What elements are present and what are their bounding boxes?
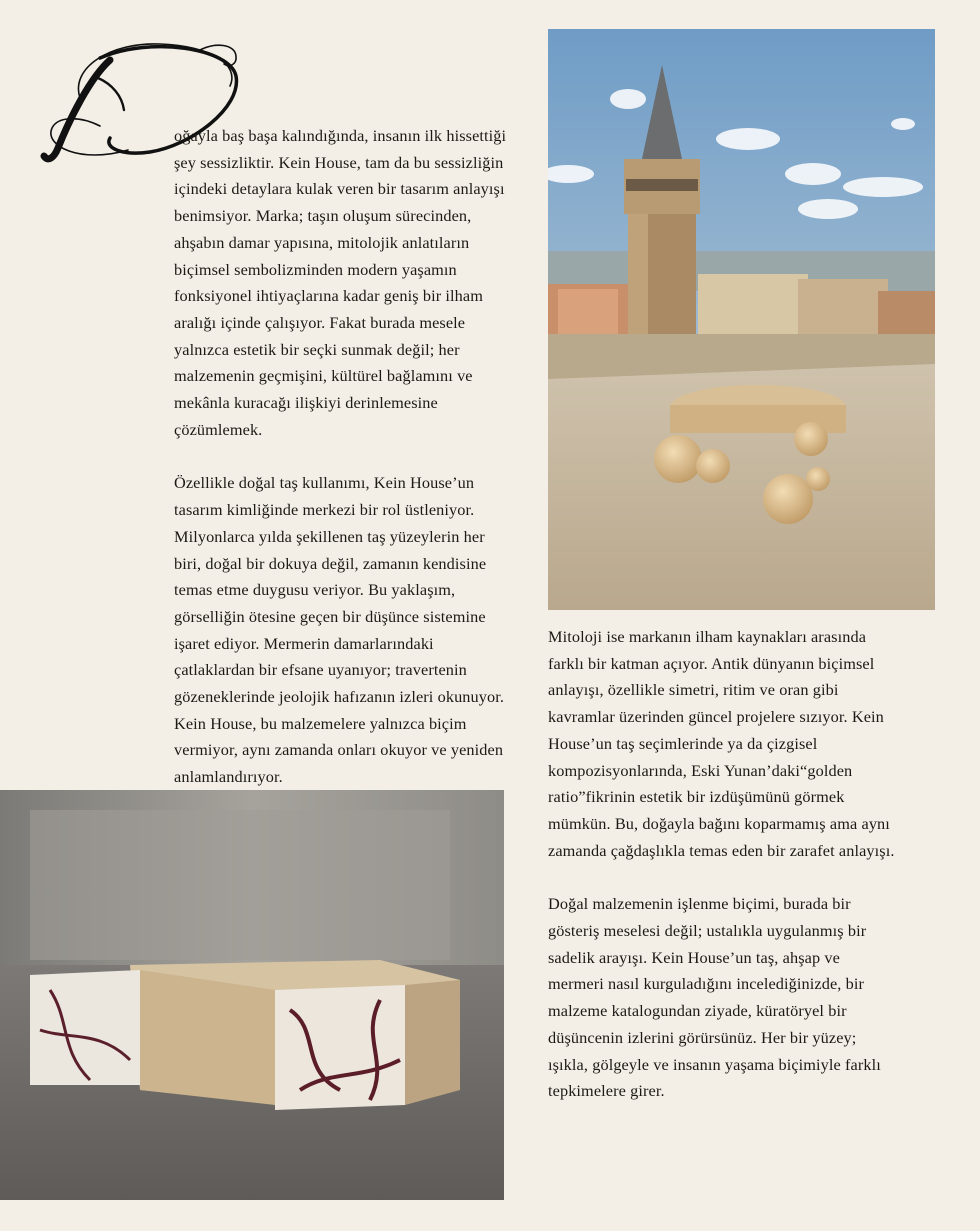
paragraph-material-craft: Doğal malzemenin işlenme biçimi, burada bir gösteriş meselesi değil; ustalıkla uygulanmış bir sadelik arayışı. Kein House’un taş, ahşap ve mermeri nasıl kurguladığını incelediğinizde, bir malzeme katalogundan ziyade, küratöryel bir düşüncenin izlerini görürsünüz. Her bir yüzey; ışıkla, gölgeyle ve insanın yaşama biçimiyle farklı tepkimelere girer.: [548, 894, 881, 1101]
paragraph-intro: oğayla baş başa kalındığında, insanın ilk hissettiği şey sessizliktir. Kein House, tam da bu sessizliğin içindeki detaylara kulak veren bir tasarım anlayışı benimsiyor. Marka; taşın oluşum sürecinden, ahşabın damar yapısına, mitolojik anlatıların biçimsel sembolizminden modern yaşamın fonksiyonel ihtiyaçlarına kadar geniş bir ilham aralığı içinde çalışıyor. Fakat burada mesele yalnızca estetik bir seçki sunmak değil; her malzemenin geçmişini, kültürel bağlamını ve mekânla kuracağı ilişkiyi derinlemesine çözümlemek.: [174, 126, 507, 439]
right-column-text: [548, 624, 898, 1105]
left-column-text: [174, 123, 514, 791]
paragraph-natural-stone: Özellikle doğal taş kullanımı, Kein House’un tasarım kimliğinde merkezi bir rol üstleniyor. Milyonlarca yılda şekillenen taş yüzeylerin her biri, doğal bir dokuya değil, zamanın kendisine temas etme duygusu veriyor. Bu yaklaşım, görselliğin ötesine geçen bir düşünce sistemine işaret ediyor. Mermerin damarlarındaki çatlaklardan bir efsane uyanıyor; travertenin gözeneklerinde jeolojik hafızanın izleri okunuyor. Kein House, bu malzemelere yalnızca biçim vermiyor, aynı zamanda onları okuyor ve yeniden anlamlandırıyor.: [174, 473, 505, 787]
paragraph-mythology: Mitoloji ise markanın ilham kaynakları arasında farklı bir katman açıyor. Antik dünyanın biçimsel anlayışı, özellikle simetri, ritim ve oran gibi kavramlar üzerinden güncel projelere sızıyor. Kein House’un taş seçimlerinde ya da çizgisel kompozisyonlarında, Eski Yunan’daki“golden ratio”fikrinin estetik bir izdüşümünü görmek mümkün. Bu, doğayla bağını koparmamış ama aynı zamanda çağdaşlıkla temas eden bir zarafet anlayışı.: [548, 627, 895, 860]
photo-galata-tower-stone-table: [548, 29, 935, 610]
photo-marble-block-table: [0, 790, 504, 1200]
